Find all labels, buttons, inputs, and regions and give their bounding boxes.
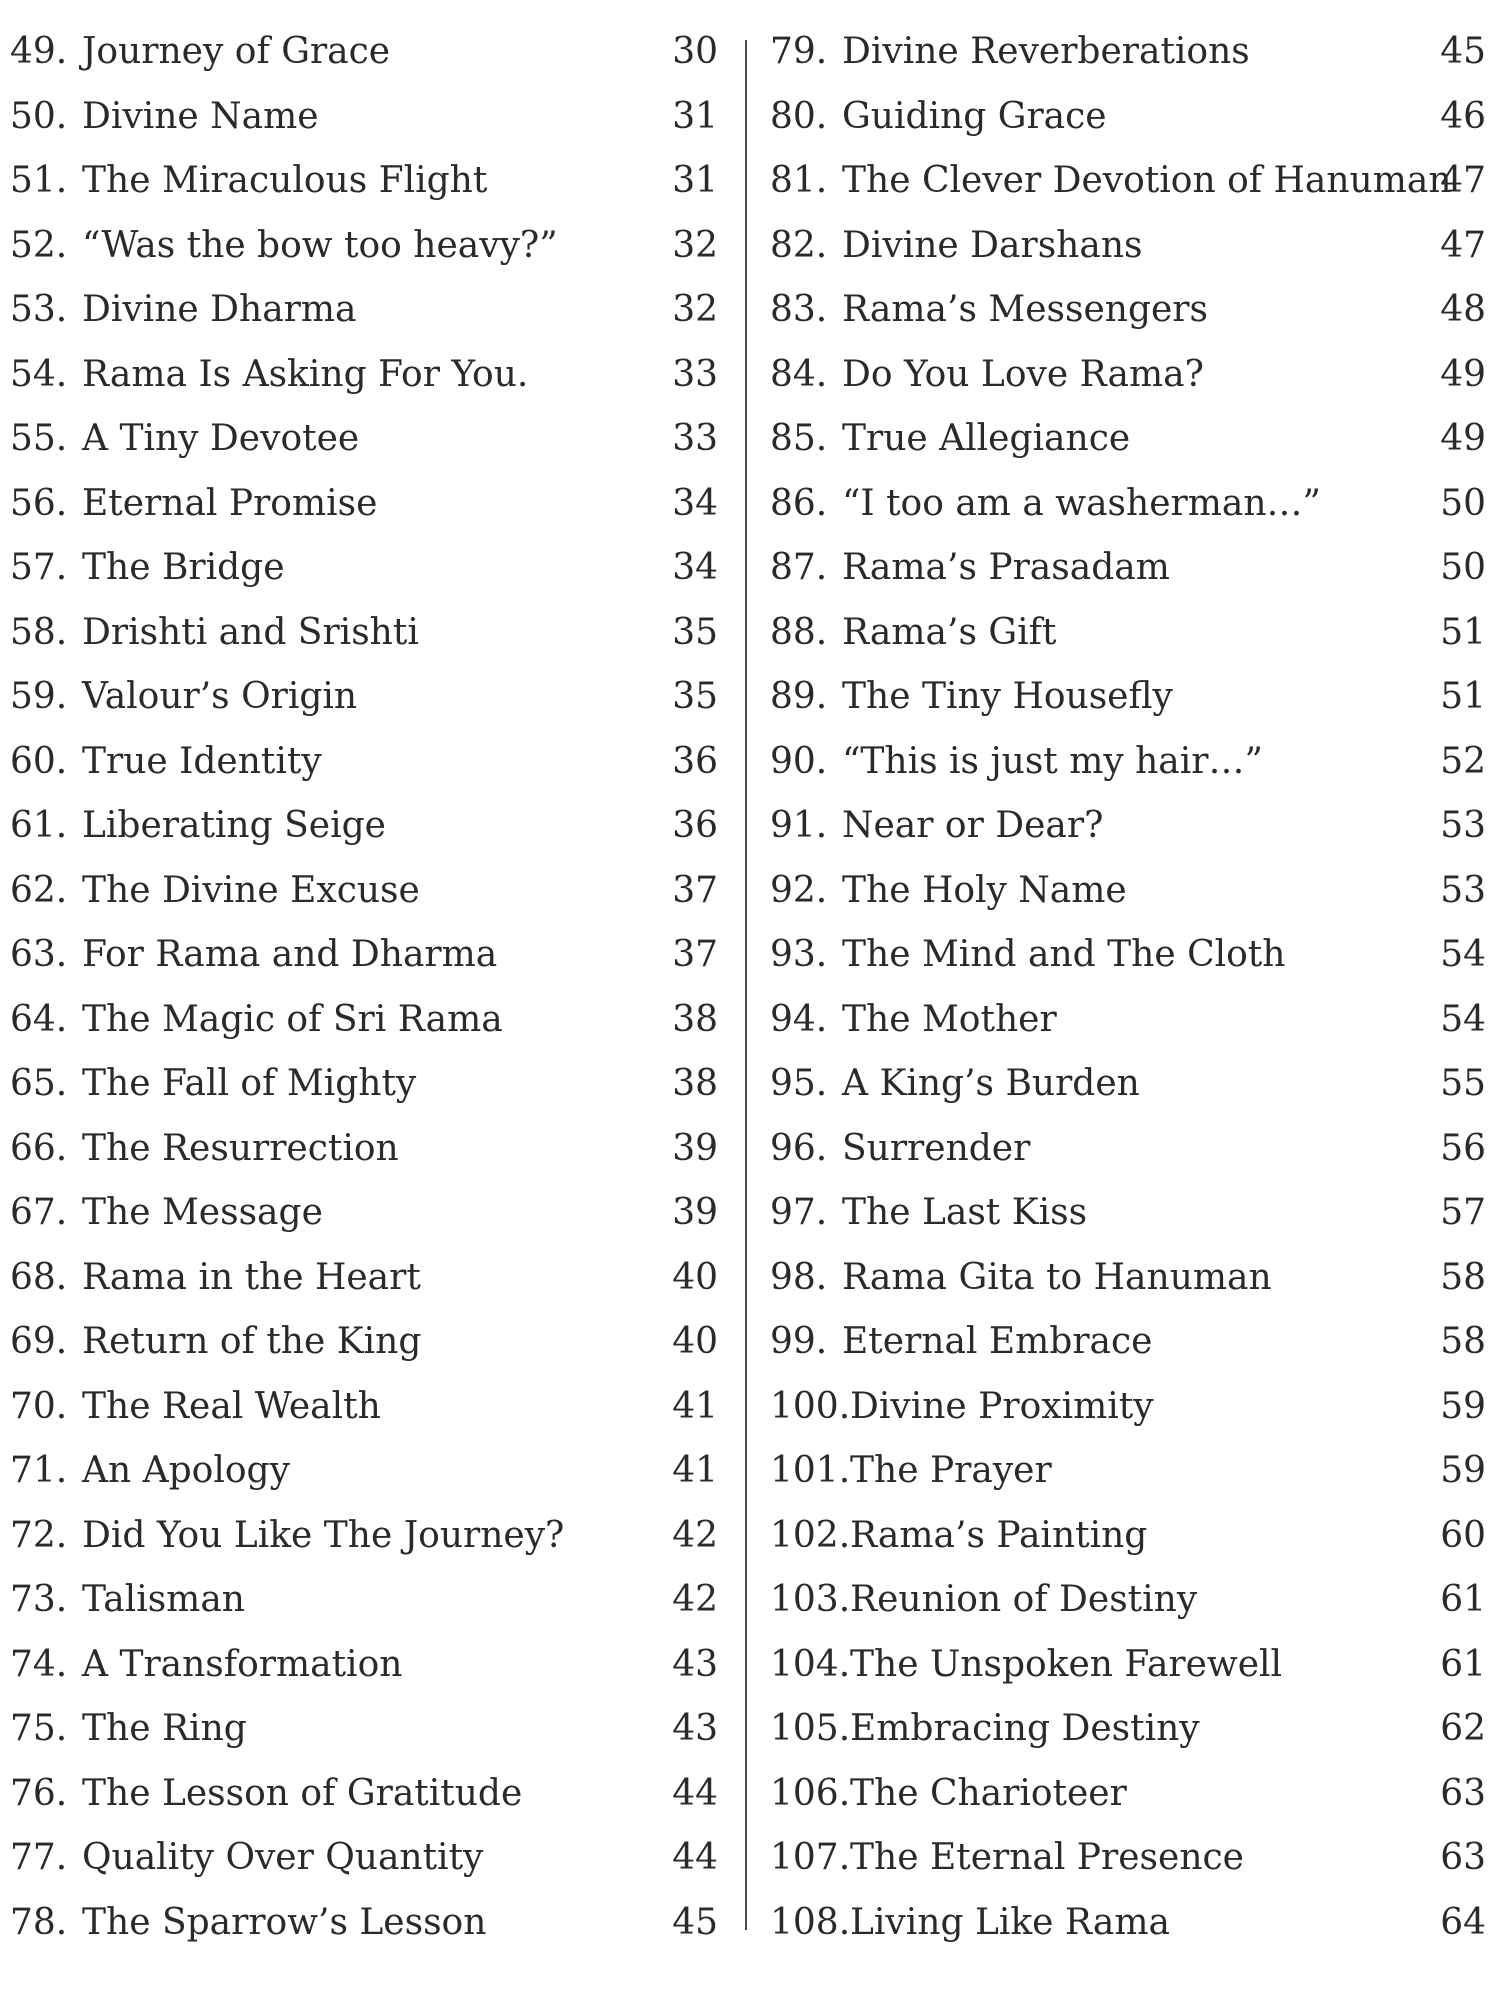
toc-entry-page-number: 49: [1440, 353, 1486, 395]
toc-entry-page-number: 43: [672, 1643, 718, 1685]
toc-entry-number: 88.: [770, 611, 828, 653]
toc-entry-page-number: 59: [1440, 1385, 1486, 1427]
toc-entry-title: The Eternal Presence: [850, 1837, 1244, 1878]
toc-entry-page-number: 51: [1440, 676, 1486, 717]
toc-entry-page-number: 44: [672, 1837, 718, 1878]
toc-entry-number: 59.: [10, 676, 68, 717]
toc-entry-title: The Unspoken Farewell: [850, 1643, 1283, 1685]
toc-entry-title: The Clever Devotion of Hanuman: [842, 160, 1452, 201]
toc-entry-title: A Transformation: [82, 1643, 403, 1685]
column-divider: [745, 40, 747, 1930]
toc-entry-number: 105.: [770, 1708, 851, 1749]
toc-entry-number: 71.: [10, 1450, 68, 1491]
toc-entry-page-number: 48: [1440, 289, 1486, 330]
toc-entry-number: 93.: [770, 934, 828, 975]
toc-entry-page-number: 55: [1440, 1063, 1486, 1104]
toc-entry-number: 95.: [770, 1063, 828, 1104]
toc-entry-title: The Sparrow’s Lesson: [82, 1901, 487, 1943]
toc-entry-title: Surrender: [842, 1127, 1031, 1169]
toc-entry: [10, 85, 718, 150]
toc-entry-number: 101.: [770, 1450, 851, 1491]
toc-entry-number: 49.: [10, 31, 68, 72]
toc-entry-title: “Was the bow too heavy?”: [82, 224, 558, 266]
toc-entry-number: 78.: [10, 1901, 68, 1943]
toc-entry-number: 70.: [10, 1385, 68, 1427]
toc-entry: [770, 923, 1486, 988]
toc-entry-title: Rama in the Heart: [82, 1256, 421, 1298]
toc-entry: [10, 343, 718, 408]
toc-entry: [770, 407, 1486, 472]
toc-entry: [10, 859, 718, 924]
toc-entry-number: 64.: [10, 998, 68, 1040]
toc-entry-number: 98.: [770, 1256, 828, 1298]
toc-entry-title: For Rama and Dharma: [82, 934, 498, 975]
toc-entry: [10, 730, 718, 795]
toc-entry-page-number: 38: [672, 1063, 718, 1104]
toc-entry-number: 87.: [770, 547, 828, 588]
toc-entry-title: Rama’s Prasadam: [842, 547, 1170, 588]
toc-entry-page-number: 31: [672, 95, 718, 137]
toc-entry-number: 61.: [10, 805, 68, 846]
toc-entry-number: 51.: [10, 160, 68, 201]
toc-entry-page-number: 47: [1440, 224, 1486, 266]
toc-entry: [770, 149, 1486, 214]
toc-entry-page-number: 63: [1440, 1837, 1486, 1878]
toc-entry: [10, 1826, 718, 1891]
toc-entry-title: The Last Kiss: [842, 1192, 1088, 1233]
toc-entry-number: 96.: [770, 1127, 828, 1169]
toc-entry-page-number: 64: [1440, 1901, 1486, 1943]
toc-entry: [770, 1117, 1486, 1182]
toc-entry-page-number: 30: [672, 31, 718, 72]
toc-entry-title: The Tiny Housefly: [842, 676, 1173, 717]
toc-entry: [10, 794, 718, 859]
toc-entry-number: 58.: [10, 611, 68, 653]
toc-entry: [10, 988, 718, 1053]
toc-entry-number: 108.: [770, 1901, 851, 1943]
toc-entry-number: 91.: [770, 805, 828, 846]
toc-entry: [770, 665, 1486, 730]
toc-entry-number: 74.: [10, 1643, 68, 1685]
toc-entry-page-number: 47: [1440, 160, 1486, 201]
toc-entry: [770, 472, 1486, 537]
toc-entry-page-number: 53: [1440, 805, 1486, 846]
toc-entry-number: 76.: [10, 1772, 68, 1814]
toc-entry-number: 66.: [10, 1127, 68, 1169]
toc-entry: [10, 1181, 718, 1246]
toc-entry: [770, 1375, 1486, 1440]
toc-entry: [770, 859, 1486, 924]
toc-entry-page-number: 61: [1440, 1579, 1486, 1620]
toc-entry-title: The Bridge: [82, 547, 285, 588]
toc-entry-title: Quality Over Quantity: [82, 1837, 484, 1878]
toc-entry: [10, 278, 718, 343]
toc-entry-title: The Resurrection: [82, 1127, 399, 1169]
toc-entry: [770, 601, 1486, 666]
toc-entry: [10, 1891, 718, 1956]
toc-entry-title: The Ring: [82, 1708, 247, 1749]
toc-entry-page-number: 41: [672, 1385, 718, 1427]
toc-entry-page-number: 41: [672, 1450, 718, 1491]
toc-entry-page-number: 56: [1440, 1127, 1486, 1169]
toc-entry-title: Eternal Embrace: [842, 1321, 1153, 1362]
toc-entry: [10, 536, 718, 601]
toc-entry: [770, 1181, 1486, 1246]
toc-entry-title: Rama’s Painting: [850, 1514, 1148, 1556]
toc-entry-number: 60.: [10, 740, 68, 782]
toc-entry: [770, 1439, 1486, 1504]
toc-entry: [10, 601, 718, 666]
toc-entry-page-number: 62: [1440, 1708, 1486, 1749]
toc-entry: [10, 1633, 718, 1698]
toc-entry-number: 56.: [10, 482, 68, 524]
toc-entry-number: 72.: [10, 1514, 68, 1556]
toc-entry-title: Liberating Seige: [82, 805, 386, 846]
toc-entry-page-number: 32: [672, 224, 718, 266]
toc-entry-page-number: 38: [672, 998, 718, 1040]
toc-entry-page-number: 42: [672, 1579, 718, 1620]
toc-entry: [770, 794, 1486, 859]
toc-entry-title: Journey of Grace: [82, 31, 391, 72]
toc-entry-number: 55.: [10, 418, 68, 459]
toc-entry-number: 77.: [10, 1837, 68, 1878]
toc-entry: [10, 407, 718, 472]
toc-entry-number: 81.: [770, 160, 828, 201]
toc-entry-page-number: 40: [672, 1321, 718, 1362]
toc-left-column: [10, 20, 718, 1955]
toc-entry-title: The Magic of Sri Rama: [82, 998, 503, 1040]
toc-entry-number: 90.: [770, 740, 828, 782]
toc-entry-page-number: 59: [1440, 1450, 1486, 1491]
toc-entry-page-number: 36: [672, 805, 718, 846]
toc-entry: [10, 665, 718, 730]
toc-entry: [10, 1504, 718, 1569]
toc-entry-page-number: 37: [672, 934, 718, 975]
toc-entry-title: The Divine Excuse: [82, 869, 420, 911]
toc-entry-page-number: 44: [672, 1772, 718, 1814]
toc-entry: [770, 1246, 1486, 1311]
toc-entry-number: 102.: [770, 1514, 851, 1556]
toc-entry-page-number: 57: [1440, 1192, 1486, 1233]
toc-entry-number: 75.: [10, 1708, 68, 1749]
toc-entry-number: 86.: [770, 482, 828, 524]
toc-entry: [770, 1052, 1486, 1117]
toc-entry-title: The Fall of Mighty: [82, 1063, 417, 1104]
toc-entry: [770, 214, 1486, 279]
toc-entry: [10, 1762, 718, 1827]
toc-entry-title: Rama’s Gift: [842, 611, 1057, 653]
toc-entry-number: 82.: [770, 224, 828, 266]
toc-entry: [770, 343, 1486, 408]
toc-entry-title: The Holy Name: [842, 869, 1127, 911]
toc-entry-title: Drishti and Srishti: [82, 611, 419, 653]
toc-entry-title: The Miraculous Flight: [82, 160, 488, 201]
toc-entry-title: Rama Gita to Hanuman: [842, 1256, 1272, 1298]
toc-entry-title: Divine Dharma: [82, 289, 357, 330]
toc-entry-page-number: 45: [1440, 31, 1486, 72]
toc-entry-title: The Lesson of Gratitude: [82, 1772, 523, 1814]
toc-entry-number: 104.: [770, 1643, 851, 1685]
toc-entry: [10, 923, 718, 988]
toc-entry: [10, 1697, 718, 1762]
toc-entry-number: 57.: [10, 547, 68, 588]
toc-entry: [10, 472, 718, 537]
toc-entry-page-number: 36: [672, 740, 718, 782]
toc-entry-page-number: 40: [672, 1256, 718, 1298]
toc-entry-page-number: 42: [672, 1514, 718, 1556]
toc-entry-page-number: 33: [672, 353, 718, 395]
toc-entry-title: Return of the King: [82, 1321, 422, 1362]
toc-entry: [770, 1504, 1486, 1569]
toc-entry-number: 54.: [10, 353, 68, 395]
toc-entry-title: Rama’s Messengers: [842, 289, 1208, 330]
toc-entry-title: Reunion of Destiny: [850, 1579, 1198, 1620]
toc-entry-page-number: 54: [1440, 998, 1486, 1040]
toc-entry-number: 52.: [10, 224, 68, 266]
toc-entry-title: Living Like Rama: [850, 1901, 1170, 1943]
toc-entry-page-number: 34: [672, 482, 718, 524]
toc-entry: [10, 1568, 718, 1633]
toc-entry-number: 83.: [770, 289, 828, 330]
toc-entry-title: Guiding Grace: [842, 95, 1107, 137]
toc-entry-page-number: 58: [1440, 1321, 1486, 1362]
toc-entry-title: The Mind and The Cloth: [842, 934, 1286, 975]
toc-entry-number: 63.: [10, 934, 68, 975]
toc-entry-page-number: 32: [672, 289, 718, 330]
toc-entry-number: 69.: [10, 1321, 68, 1362]
toc-entry: [770, 536, 1486, 601]
toc-entry-number: 80.: [770, 95, 828, 137]
toc-entry-number: 53.: [10, 289, 68, 330]
toc-entry: [770, 1568, 1486, 1633]
toc-entry-title: Eternal Promise: [82, 482, 378, 524]
toc-entry-number: 97.: [770, 1192, 828, 1233]
toc-entry-page-number: 54: [1440, 934, 1486, 975]
toc-entry-title: Do You Love Rama?: [842, 353, 1204, 395]
toc-entry-page-number: 39: [672, 1192, 718, 1233]
toc-entry-page-number: 33: [672, 418, 718, 459]
toc-entry: [770, 730, 1486, 795]
toc-entry-page-number: 50: [1440, 547, 1486, 588]
toc-entry: [770, 1310, 1486, 1375]
toc-entry-number: 62.: [10, 869, 68, 911]
toc-right-column: [770, 20, 1486, 1955]
toc-entry-title: Talisman: [82, 1579, 245, 1620]
toc-entry-number: 73.: [10, 1579, 68, 1620]
toc-entry-number: 68.: [10, 1256, 68, 1298]
toc-entry-page-number: 35: [672, 611, 718, 653]
toc-entry-page-number: 43: [672, 1708, 718, 1749]
toc-entry: [770, 278, 1486, 343]
toc-entry-title: A Tiny Devotee: [82, 418, 360, 459]
toc-entry: [10, 1117, 718, 1182]
toc-entry-number: 50.: [10, 95, 68, 137]
toc-entry-title: The Prayer: [850, 1450, 1052, 1491]
toc-entry-page-number: 53: [1440, 869, 1486, 911]
toc-entry-title: Divine Name: [82, 95, 319, 137]
toc-entry-title: “This is just my hair…”: [842, 740, 1263, 782]
toc-entry: [770, 85, 1486, 150]
toc-entry-number: 79.: [770, 31, 828, 72]
toc-entry-number: 107.: [770, 1837, 851, 1878]
toc-entry: [10, 1246, 718, 1311]
toc-entry: [770, 20, 1486, 85]
toc-entry-number: 94.: [770, 998, 828, 1040]
toc-entry: [10, 214, 718, 279]
toc-entry-number: 85.: [770, 418, 828, 459]
toc-entry-title: The Message: [82, 1192, 323, 1233]
toc-entry-number: 65.: [10, 1063, 68, 1104]
toc-entry-title: True Identity: [82, 740, 322, 782]
toc-entry: [10, 1310, 718, 1375]
toc-entry-page-number: 50: [1440, 482, 1486, 524]
toc-entry-page-number: 35: [672, 676, 718, 717]
toc-entry-title: Did You Like The Journey?: [82, 1514, 565, 1556]
toc-entry-title: True Allegiance: [842, 418, 1131, 459]
toc-entry-title: Divine Darshans: [842, 224, 1143, 266]
toc-entry-page-number: 60: [1440, 1514, 1486, 1556]
toc-entry-title: An Apology: [82, 1450, 290, 1491]
toc-entry: [770, 1762, 1486, 1827]
toc-entry: [10, 1052, 718, 1117]
toc-entry-title: Rama Is Asking For You.: [82, 353, 529, 395]
toc-entry-page-number: 58: [1440, 1256, 1486, 1298]
toc-entry-page-number: 51: [1440, 611, 1486, 653]
toc-entry-title: Valour’s Origin: [82, 676, 358, 717]
toc-entry-title: “I too am a washerman…”: [842, 482, 1321, 524]
toc-entry-title: The Mother: [842, 998, 1057, 1040]
toc-entry: [770, 1826, 1486, 1891]
toc-entry-page-number: 61: [1440, 1643, 1486, 1685]
toc-entry-number: 100.: [770, 1385, 851, 1427]
toc-entry: [10, 20, 718, 85]
toc-entry-number: 89.: [770, 676, 828, 717]
toc-entry-page-number: 52: [1440, 740, 1486, 782]
toc-entry-page-number: 31: [672, 160, 718, 201]
toc-entry: [10, 1375, 718, 1440]
toc-entry: [770, 1891, 1486, 1956]
toc-entry-number: 103.: [770, 1579, 851, 1620]
toc-entry-title: The Charioteer: [850, 1772, 1127, 1814]
toc-entry: [770, 1697, 1486, 1762]
toc-entry-number: 106.: [770, 1772, 851, 1814]
toc-entry-title: Near or Dear?: [842, 805, 1104, 846]
toc-entry-number: 67.: [10, 1192, 68, 1233]
toc-entry-page-number: 49: [1440, 418, 1486, 459]
toc-entry-number: 99.: [770, 1321, 828, 1362]
toc-entry: [10, 1439, 718, 1504]
toc-entry-title: The Real Wealth: [82, 1385, 381, 1427]
toc-entry: [10, 149, 718, 214]
toc-entry-number: 84.: [770, 353, 828, 395]
toc-entry-page-number: 45: [672, 1901, 718, 1943]
toc-entry: [770, 988, 1486, 1053]
toc-entry-page-number: 46: [1440, 95, 1486, 137]
toc-entry-page-number: 39: [672, 1127, 718, 1169]
toc-entry-title: A King’s Burden: [842, 1063, 1140, 1104]
toc-entry-title: Divine Proximity: [850, 1385, 1154, 1427]
toc-entry-title: Embracing Destiny: [850, 1708, 1200, 1749]
toc-entry-page-number: 63: [1440, 1772, 1486, 1814]
toc-entry-page-number: 34: [672, 547, 718, 588]
toc-entry-title: Divine Reverberations: [842, 31, 1250, 72]
toc-entry: [770, 1633, 1486, 1698]
toc-entry-number: 92.: [770, 869, 828, 911]
toc-entry-page-number: 37: [672, 869, 718, 911]
